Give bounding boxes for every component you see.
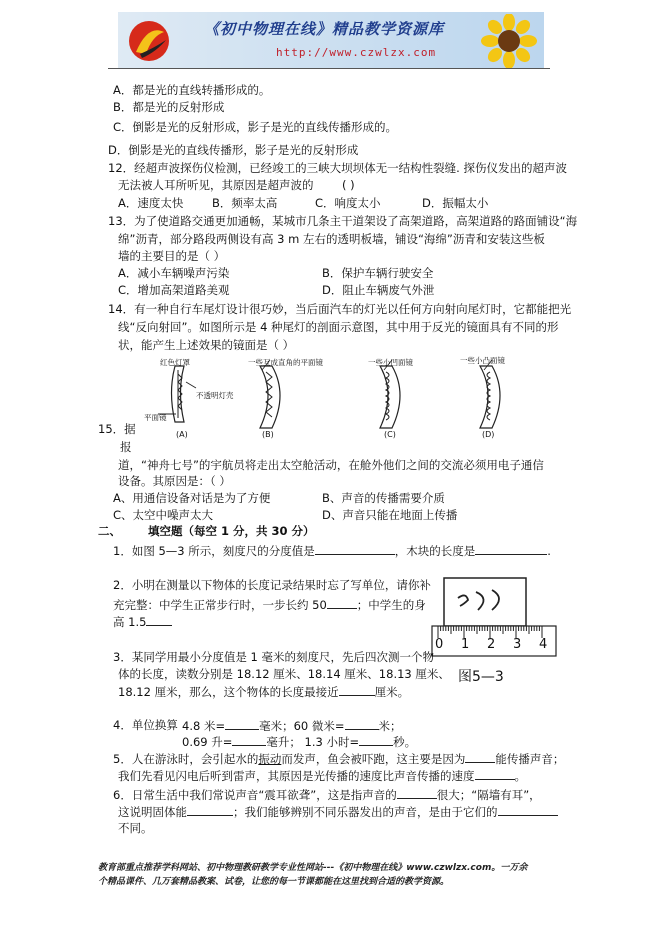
wood-block bbox=[444, 578, 526, 626]
q14-line1: 14．有一种自行车尾灯设计很巧妙，当后面汽车的灯光以任何方向射向尾灯时，它都能把光 bbox=[108, 302, 572, 316]
section2-title: 填空题（每空 1 分，共 30 分） bbox=[148, 524, 315, 538]
q12-line2: 无法被人耳所听见，其原因是超声波的 bbox=[118, 178, 314, 192]
f2-line3 bbox=[113, 614, 172, 629]
fig-a-mid-label: 不透明灯壳 bbox=[196, 391, 234, 400]
fig-a-letter: (A) bbox=[176, 430, 188, 439]
f4-b2: 毫升； 1.3 小时= bbox=[266, 735, 360, 749]
footer-line2: 个精品课件、几万套精品教案、试卷，让您的每一节课都能在这里找到合适的教学资源。 bbox=[98, 877, 450, 887]
q13-option-c: C．增加高架道路美观 bbox=[118, 283, 230, 297]
f5-text-b: 而发声，鱼会被吓跑，这主要是因为 bbox=[281, 752, 466, 766]
q11-option-c: C．倒影是光的反射形成，影子是光的直线传播形成的。 bbox=[113, 120, 398, 134]
q15-option-a: A、用通信设备对话是为了方便 bbox=[113, 491, 271, 505]
f5-blank2[interactable] bbox=[475, 768, 515, 780]
f5-text-a: 5．人在游泳时，会引起水的 bbox=[113, 752, 259, 766]
banner-url[interactable]: http://www.czwlzx.com bbox=[276, 46, 437, 59]
f4-a2: 毫米；60 微米= bbox=[259, 719, 345, 733]
f4-b1: 0.69 升= bbox=[182, 735, 233, 749]
figure-d bbox=[480, 360, 500, 428]
banner-title: 《初中物理在线》精品教学资源库 bbox=[204, 20, 445, 38]
f5-blank1[interactable] bbox=[465, 751, 495, 763]
q13-option-d: D．阻止车辆废气外泄 bbox=[322, 283, 435, 297]
f4-line2 bbox=[182, 734, 416, 749]
f1-text1: 1．如图 5—3 所示，刻度尺的分度值是 bbox=[113, 544, 315, 558]
f3-line3 bbox=[118, 684, 409, 699]
fig-a-top-label: 红色灯罩 bbox=[160, 358, 190, 367]
ruler-tick-0: 0 bbox=[435, 637, 444, 652]
fig-b-top-label: 一些互成直角的平面镜 bbox=[248, 358, 323, 367]
q11-option-a: A．都是光的直线转播形成的。 bbox=[113, 83, 271, 97]
q12-option-a: A．速度太快 bbox=[118, 196, 184, 210]
q15-option-b: B、声音的传播需要介质 bbox=[322, 491, 445, 505]
fig-b-letter: (B) bbox=[262, 430, 274, 439]
f1-blank1[interactable] bbox=[315, 543, 395, 555]
q13-option-a: A．减小车辆噪声污染 bbox=[118, 266, 230, 280]
f3-line2: 体的长度，读数分别是 18.12 厘米、18.14 厘米、18.13 厘米、 bbox=[118, 667, 450, 681]
f5-text-e: 。 bbox=[514, 769, 526, 783]
figure-c bbox=[380, 360, 400, 428]
header-banner bbox=[118, 12, 544, 68]
f3-text-a: 18.12 厘米，那么，这个物体的长度最接近 bbox=[118, 685, 339, 699]
f2-text-b: ；中学生的身 bbox=[356, 598, 426, 612]
q13-line1: 13．为了使道路交通更加通畅，某城市几条主干道架设了高架道路，高架道路的路面铺设“海 bbox=[108, 214, 578, 228]
q12-paren: ( ) bbox=[342, 178, 355, 192]
f6-blank3[interactable] bbox=[498, 804, 558, 816]
f6-line2 bbox=[118, 804, 558, 819]
ruler-tick-4: 4 bbox=[539, 637, 548, 652]
fig-d-letter: (D) bbox=[482, 430, 495, 439]
f5-text-d: 我们先看见闪电后听到雷声，其原因是光传播的速度比声音传播的速度 bbox=[118, 769, 475, 783]
q11-option-d: D．倒影是光的直线传播形，影子是光的反射形成 bbox=[108, 143, 359, 157]
f4-blank2[interactable] bbox=[345, 718, 379, 730]
f3-text-b: 厘米。 bbox=[374, 685, 410, 699]
f6-text-a: 6．日常生活中我们常说声音“震耳欲聋”，这是指声音的 bbox=[113, 788, 397, 802]
q12-option-c: C．响度太小 bbox=[315, 196, 381, 210]
f5-line2 bbox=[118, 768, 526, 783]
f2-line2 bbox=[113, 597, 426, 612]
footer-line1: 教育部重点推荐学科网站、初中物理教研教学专业性网站---《初中物理在线》www.czwlzx.com。一万余 bbox=[98, 863, 528, 873]
f1-text2: ，木块的长度是 bbox=[394, 544, 476, 558]
f3-blank[interactable] bbox=[339, 684, 375, 696]
f6-text-b: 很大；“隔墙有耳”， bbox=[436, 788, 541, 802]
q12-option-b: B．频率太高 bbox=[212, 196, 278, 210]
f1-end: . bbox=[547, 544, 551, 558]
f4-blank1[interactable] bbox=[225, 718, 259, 730]
f5-line1 bbox=[113, 751, 564, 766]
f6-text-d: ；我们能够辨别不同乐器发出的声音，是由于它们的 bbox=[233, 805, 498, 819]
q12-line1: 12．经超声波探伤仪检测，已经竣工的三峡大坝坝体无一结构性裂缝. 探伤仪发出的超声波 bbox=[108, 161, 567, 175]
f2-blank2[interactable] bbox=[146, 614, 172, 626]
fig-d-top-label: 一些小凸面镜 bbox=[460, 356, 505, 365]
ruler-tick-3: 3 bbox=[513, 637, 522, 652]
f4-blank4[interactable] bbox=[359, 734, 393, 746]
fig-a-side-label: 平面镜 bbox=[144, 413, 167, 422]
f4-b3: 秒。 bbox=[393, 735, 417, 749]
f6-blank2[interactable] bbox=[187, 804, 233, 816]
ruler-tick-1: 1 bbox=[461, 637, 470, 652]
f4-label: 4．单位换算 bbox=[113, 718, 178, 732]
f5-underlined: 振动 bbox=[258, 752, 282, 766]
q13-line3: 墙的主要目的是（ ） bbox=[118, 249, 226, 263]
q15-option-c: C、太空中噪声太大 bbox=[113, 508, 214, 522]
f5-text-c: 能传播声音； bbox=[495, 752, 565, 766]
q13-option-b: B．保护车辆行驶安全 bbox=[322, 266, 434, 280]
q15-line2: 设备。其原因是：（ ） bbox=[118, 474, 231, 488]
q15-word: 报 bbox=[120, 440, 132, 454]
f4-blank3[interactable] bbox=[232, 734, 266, 746]
f6-blank1[interactable] bbox=[397, 787, 437, 799]
f6-line1 bbox=[113, 787, 541, 802]
q15-option-d: D、声音只能在地面上传播 bbox=[322, 508, 458, 522]
q15-line1: 道，“神舟七号”的宇航员将走出太空舱活动，在舱外他们之间的交流必须用电子通信 bbox=[118, 458, 544, 472]
q11-option-b: B．都是光的反射形成 bbox=[113, 100, 225, 114]
f4-line1 bbox=[182, 718, 402, 733]
header-divider bbox=[108, 68, 550, 69]
f2-line1: 2．小明在测量以下物体的长度记录结果时忘了写单位，请你补 bbox=[113, 578, 431, 592]
f6-text-c: 这说明固体能 bbox=[118, 805, 187, 819]
sunflower-icon bbox=[480, 14, 538, 68]
q15-number: 15．据 bbox=[98, 422, 136, 436]
ruler-tick-2: 2 bbox=[487, 637, 496, 652]
figure-b bbox=[260, 360, 280, 428]
section2-number: 二、 bbox=[98, 524, 121, 538]
f1-line bbox=[113, 543, 551, 558]
logo-icon bbox=[126, 18, 172, 64]
q13-line2: 绵”沥青，部分路段两侧设有高 3 m 左右的透明板墙，铺设“海绵”沥青和安装这些板 bbox=[118, 232, 545, 246]
f4-a3: 米； bbox=[378, 719, 402, 733]
fig-c-top-label: 一些小凹面镜 bbox=[368, 358, 413, 367]
ruler-caption: 图5—3 bbox=[458, 669, 504, 685]
f2-text-a: 充完整：中学生正常步行时，一步长约 50 bbox=[113, 598, 327, 612]
q14-line2: 线“反向射回”。如图所示是 4 种尾灯的剖面示意图，其中用于反光的镜面具有不同的形 bbox=[118, 320, 559, 334]
fig-c-letter: (C) bbox=[384, 430, 396, 439]
f2-blank1[interactable] bbox=[327, 597, 357, 609]
f4-a1: 4.8 米= bbox=[182, 719, 226, 733]
f6-line3: 不同。 bbox=[118, 821, 153, 835]
q14-line3: 状，能产生上述效果的镜面是（ ） bbox=[118, 338, 295, 352]
f2-text-c: 高 1.5 bbox=[113, 615, 147, 629]
f3-line1: 3．某同学用最小分度值是 1 毫米的刻度尺，先后四次测一个物 bbox=[113, 650, 434, 664]
f1-blank2[interactable] bbox=[475, 543, 547, 555]
q12-option-d: D．振幅太小 bbox=[422, 196, 489, 210]
